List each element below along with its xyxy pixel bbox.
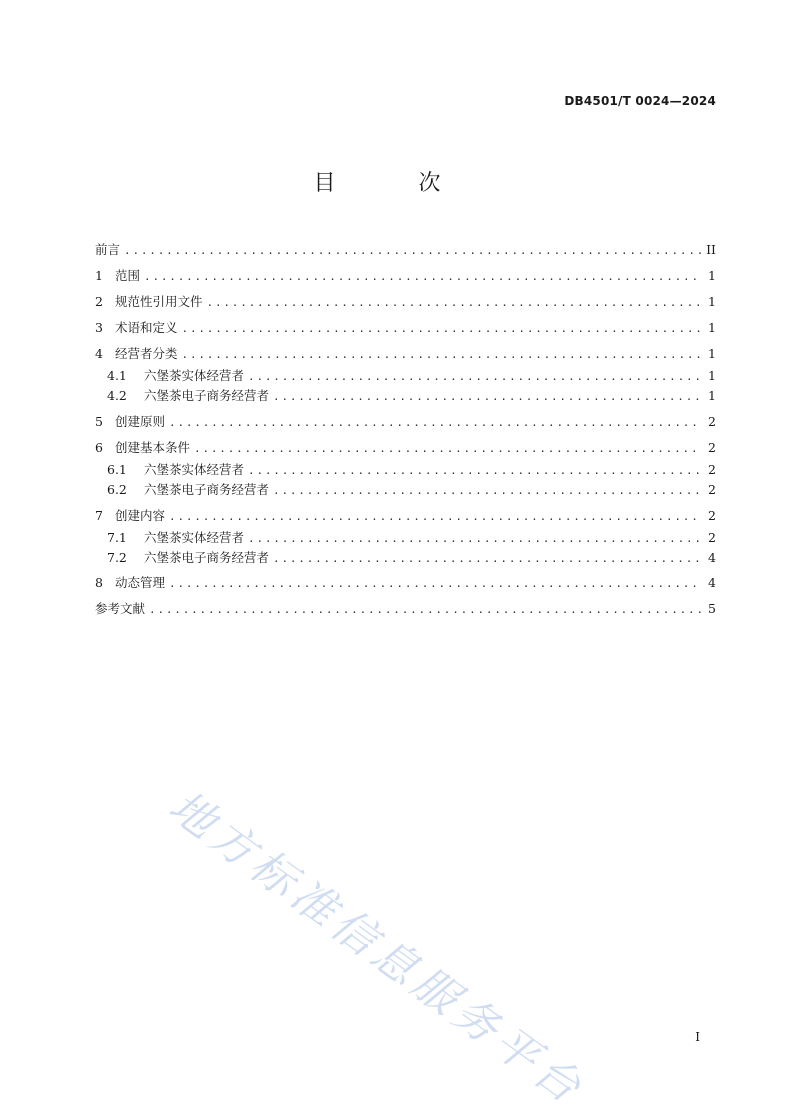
toc-entry-label: 六堡茶电子商务经营者 bbox=[144, 550, 270, 565]
toc-leader-dots bbox=[248, 370, 702, 383]
toc-entry[interactable] bbox=[107, 480, 716, 498]
toc-entry-number: 7.2 bbox=[107, 550, 127, 565]
toc-leader-dots bbox=[182, 322, 702, 335]
toc-entry-page: 1 bbox=[708, 294, 716, 309]
toc-entry-label: 参考文献 bbox=[95, 601, 146, 616]
toc-leader-dots bbox=[169, 510, 702, 523]
document-code: DB4501/T 0024—2024 bbox=[564, 94, 716, 108]
toc-entry-number: 6.2 bbox=[107, 482, 127, 497]
page-number: I bbox=[695, 1030, 700, 1044]
toc-entry-page: 2 bbox=[708, 530, 716, 545]
toc-leader-dots bbox=[207, 296, 702, 309]
toc-entry[interactable] bbox=[107, 386, 716, 404]
toc-leader-dots bbox=[248, 532, 702, 545]
toc-entry-number: 6.1 bbox=[107, 462, 127, 477]
toc-entry-page: 1 bbox=[708, 368, 716, 383]
toc-entry[interactable] bbox=[107, 528, 716, 546]
toc-entry[interactable] bbox=[95, 266, 716, 284]
toc-leader-dots bbox=[124, 244, 702, 257]
toc-entry[interactable] bbox=[95, 292, 716, 310]
toc-entry-label: 创建原则 bbox=[115, 414, 166, 429]
toc-entry-label: 前言 bbox=[95, 242, 121, 257]
toc-entry-number: 4.1 bbox=[107, 368, 127, 383]
toc-leader-dots bbox=[182, 348, 702, 361]
toc-entry[interactable] bbox=[95, 318, 716, 336]
toc-entry-label: 经营者分类 bbox=[115, 346, 178, 361]
toc-entry-number: 4.2 bbox=[107, 388, 127, 403]
toc-leader-dots bbox=[169, 577, 702, 590]
toc-entry-number: 7.1 bbox=[107, 530, 127, 545]
toc-entry-label: 动态管理 bbox=[115, 575, 166, 590]
watermark-text: 地方标准信息服务平台 bbox=[159, 780, 595, 1117]
toc-entry-label: 范围 bbox=[115, 268, 141, 283]
toc-entry[interactable] bbox=[95, 412, 716, 430]
toc-entry-label: 六堡茶实体经营者 bbox=[144, 368, 245, 383]
toc-entry-page: 2 bbox=[708, 462, 716, 477]
toc-entry[interactable] bbox=[95, 344, 716, 362]
toc-entry-label: 六堡茶电子商务经营者 bbox=[144, 482, 270, 497]
toc-entry-label: 创建基本条件 bbox=[115, 440, 191, 455]
toc-entry-number: 1 bbox=[95, 268, 103, 283]
toc-entry-page: 1 bbox=[708, 388, 716, 403]
toc-entry-number: 2 bbox=[95, 294, 103, 309]
toc-entry[interactable] bbox=[95, 599, 716, 617]
toc-entry-page: II bbox=[706, 242, 716, 257]
toc-entry-number: 6 bbox=[95, 440, 103, 455]
toc-entry-page: 1 bbox=[708, 268, 716, 283]
toc-entry-page: 4 bbox=[708, 575, 716, 590]
toc-entry[interactable] bbox=[107, 366, 716, 384]
toc-entry-label: 六堡茶电子商务经营者 bbox=[144, 388, 270, 403]
toc-entry[interactable] bbox=[95, 240, 716, 258]
toc-entry-label: 六堡茶实体经营者 bbox=[144, 462, 245, 477]
toc-leader-dots bbox=[273, 552, 702, 565]
toc-leader-dots bbox=[169, 416, 702, 429]
toc-leader-dots bbox=[194, 442, 702, 455]
toc-entry-number: 3 bbox=[95, 320, 103, 335]
toc-entry[interactable] bbox=[95, 506, 716, 524]
toc-leader-dots bbox=[144, 270, 702, 283]
toc-entry-page: 2 bbox=[708, 508, 716, 523]
toc-leader-dots bbox=[273, 484, 702, 497]
toc-entry-page: 1 bbox=[708, 320, 716, 335]
toc-entry-page: 2 bbox=[708, 482, 716, 497]
toc-entry-number: 5 bbox=[95, 414, 103, 429]
toc-entry-page: 4 bbox=[708, 550, 716, 565]
toc-entry-number: 4 bbox=[95, 346, 103, 361]
toc-entry-page: 2 bbox=[708, 414, 716, 429]
page-title: 目 次 bbox=[313, 171, 479, 196]
toc-entry-number: 8 bbox=[95, 575, 103, 590]
toc-entry[interactable] bbox=[107, 460, 716, 478]
toc-entry[interactable] bbox=[107, 548, 716, 566]
toc-entry-number: 7 bbox=[95, 508, 103, 523]
toc-leader-dots bbox=[273, 390, 702, 403]
toc-entry[interactable] bbox=[95, 438, 716, 456]
toc-entry-page: 2 bbox=[708, 440, 716, 455]
toc-entry-label: 规范性引用文件 bbox=[115, 294, 203, 309]
toc-entry-label: 六堡茶实体经营者 bbox=[144, 530, 245, 545]
toc-entry-label: 创建内容 bbox=[115, 508, 166, 523]
toc-leader-dots bbox=[248, 464, 702, 477]
toc-entry-page: 5 bbox=[708, 601, 716, 616]
toc-entry[interactable] bbox=[95, 573, 716, 591]
toc-entry-label: 术语和定义 bbox=[115, 320, 178, 335]
toc-leader-dots bbox=[149, 603, 702, 616]
toc-entry-page: 1 bbox=[708, 346, 716, 361]
